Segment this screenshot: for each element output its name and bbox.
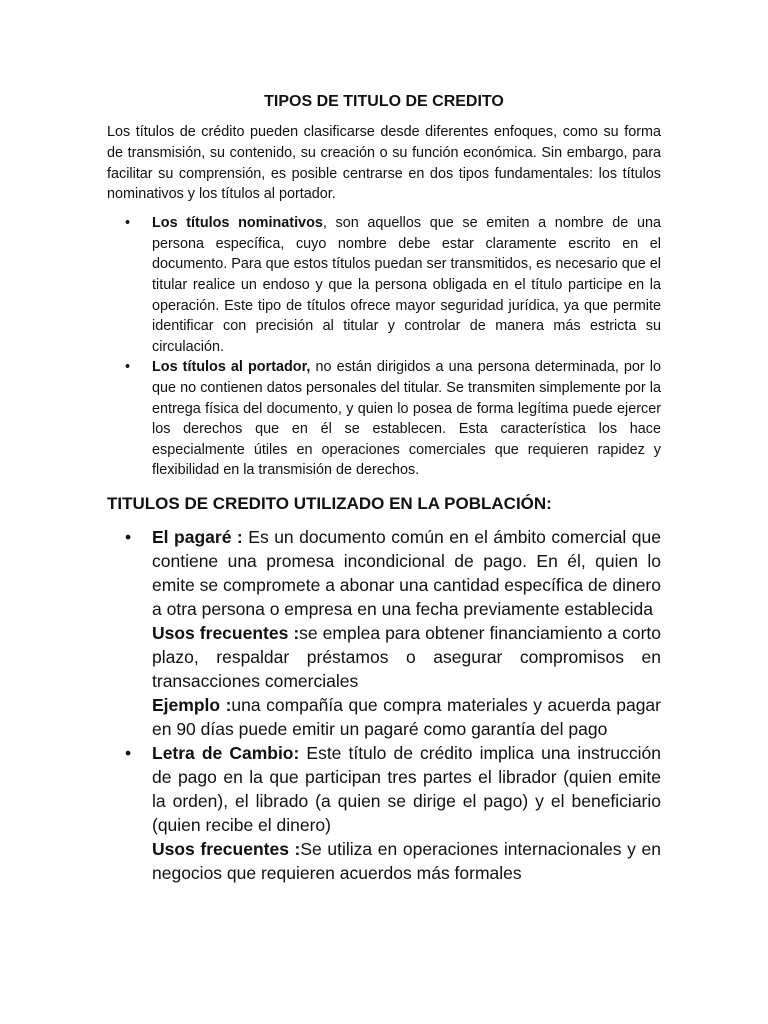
term-nominativos: Los títulos nominativos (152, 215, 323, 232)
letra-description: Este título de crédito implica una instrucción de pago en la que participan tres partes el librador (quien emite la orden), el librado (a quien se dirige el pago) y el beneficiario (quien recibe el dinero) (152, 742, 661, 835)
pagare-example-label: Ejemplo : (152, 694, 232, 715)
pagare-uses-text: se emplea para obtener financiamiento a corto plazo, respaldar préstamos o asegurar compromisos en transacciones comerciales (152, 622, 661, 691)
pagare-uses-label: Usos frecuentes : (152, 622, 300, 643)
instruments-list (107, 525, 661, 885)
bullet-icon: • (125, 359, 131, 376)
letra-uses-block (152, 837, 661, 885)
list-item-portador (107, 357, 661, 481)
text-nominativos: , son aquellos que se emiten a nombre de una persona específica, cuyo nombre debe estar claramente escrito en el documento. Para que estos títulos puedan ser transmitidos, es necesario que el titular realice un endoso y que la persona obligada en el título participe en la operación. Este tipo de títulos ofrece mayor seguridad jurídica, ya que permite identificar con precisión al titular y controlar de manera más estricta su circulación. (152, 215, 661, 355)
section-heading: TITULOS DE CREDITO UTILIZADO EN LA POBLACIÓN: (107, 493, 552, 513)
bullet-icon: • (125, 742, 132, 763)
intro-paragraph: Los títulos de crédito pueden clasificarse desde diferentes enfoques, como su forma de transmisión, su contenido, su creación o su función económica. Sin embargo, para facilitar su comprensión, es posible centrarse en dos tipos fundamentales: los títulos nominativos y los títulos al portador. (107, 124, 661, 203)
document-page (107, 92, 661, 885)
pagare-description-block (152, 525, 661, 621)
credit-types-list (107, 213, 661, 481)
bullet-icon: • (125, 526, 132, 547)
pagare-example-text: una compañía que compra materiales y acuerda pagar en 90 días puede emitir un pagaré como garantía del pago (152, 694, 661, 739)
pagare-example-block (152, 693, 661, 741)
letra-description-block (152, 741, 661, 837)
pagare-uses-block (152, 621, 661, 693)
text-portador: no están dirigidos a una persona determinada, por lo que no contienen datos personales del titular. Se transmiten simplemente por la entrega física del documento, y quien lo posea de forma legítima puede ejercer los derechos que en él se establecen. Esta característica los hace especialmente útiles en operaciones comerciales que requieren rapidez y flexibilidad en la transmisión de derechos. (152, 359, 662, 479)
pagare-description: Es un documento común en el ámbito comercial que contiene una promesa incondicional de pago. En él, quien lo emite se compromete a abonar una cantidad específica de dinero a otra persona o empresa en una fecha previamente establecida (152, 526, 661, 619)
term-portador: Los títulos al portador, (152, 359, 311, 376)
document-title: TIPOS DE TITULO DE CREDITO (264, 93, 504, 110)
letra-name: Letra de Cambio: (152, 742, 300, 763)
list-item-nominativos (107, 213, 661, 357)
letra-uses-text: Se utiliza en operaciones internacionales y en negocios que requieren acuerdos más formales (152, 838, 661, 883)
list-item-letra-de-cambio (107, 741, 661, 885)
pagare-name: El pagaré : (152, 526, 243, 547)
bullet-icon: • (125, 215, 131, 232)
letra-uses-label: Usos frecuentes : (152, 838, 301, 859)
list-item-pagare (107, 525, 661, 741)
